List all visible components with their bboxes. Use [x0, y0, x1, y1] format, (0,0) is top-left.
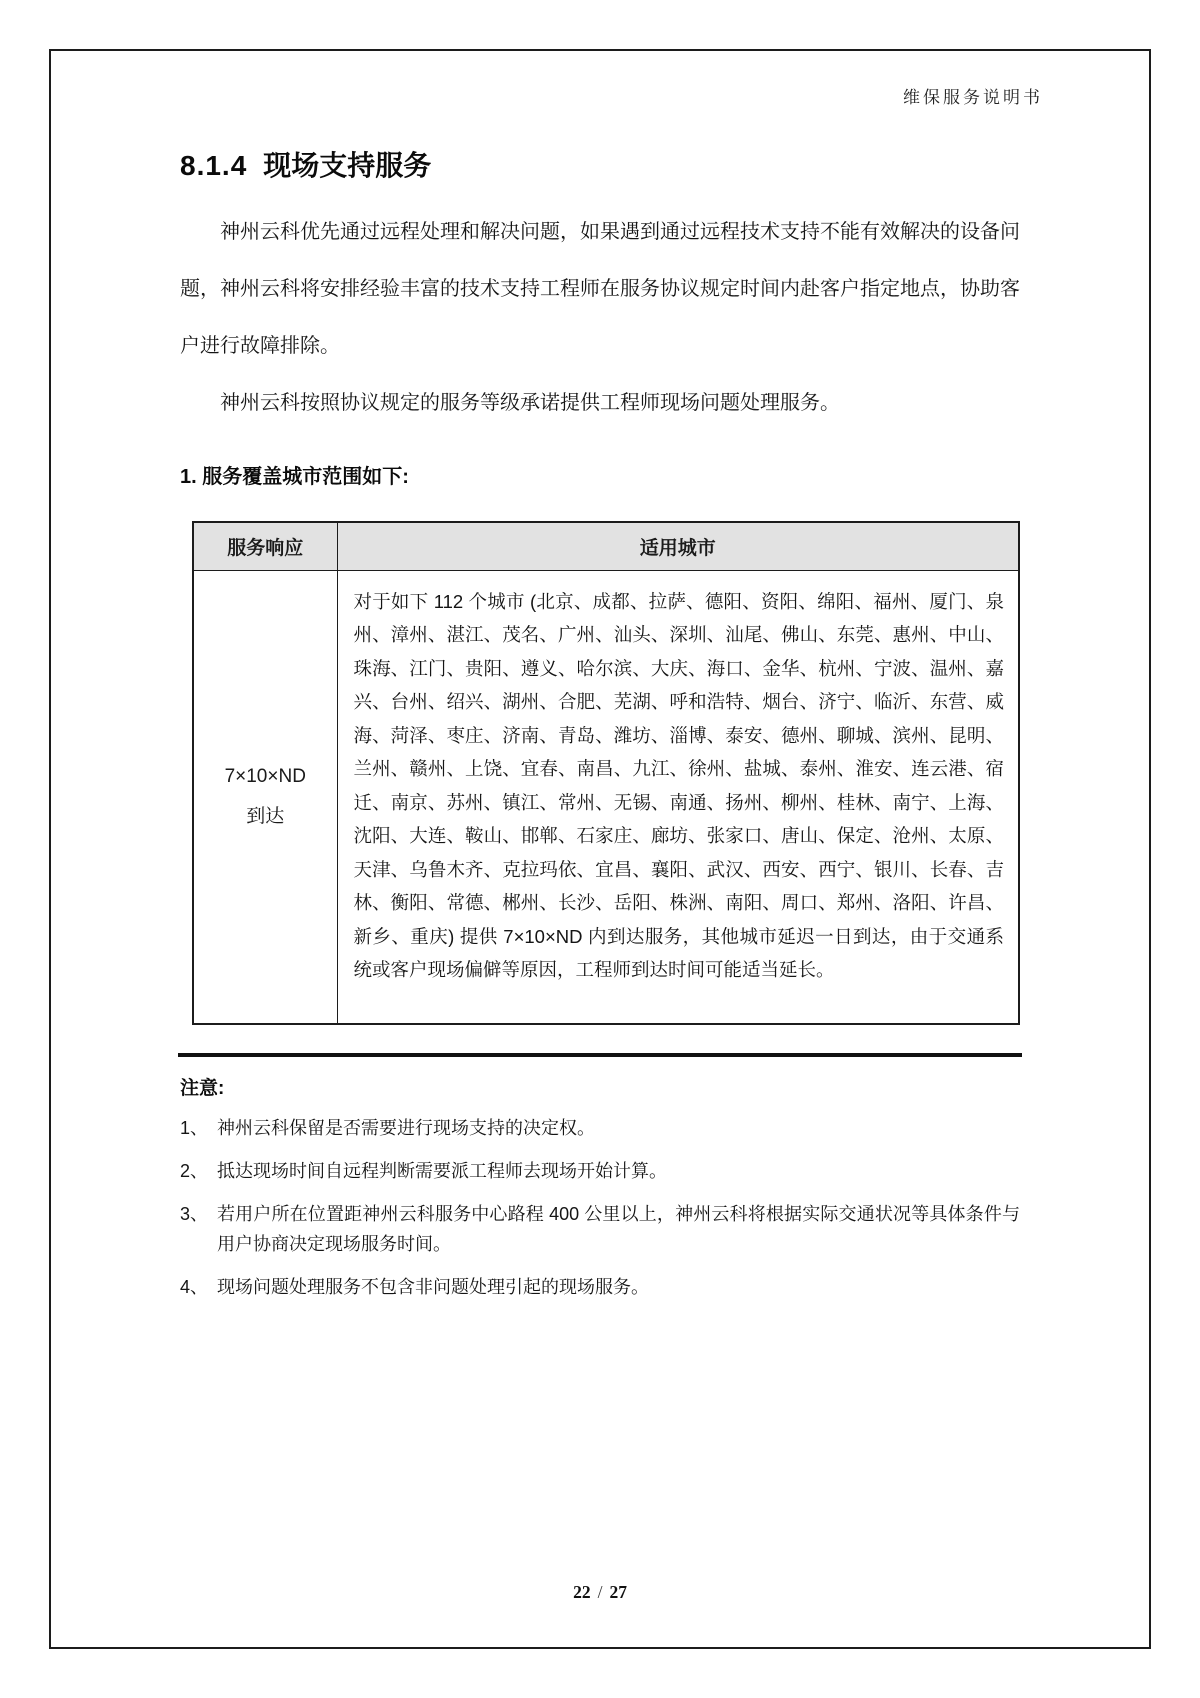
- note-number: 1、: [180, 1118, 209, 1138]
- note-text: 神州云科保留是否需要进行现场支持的决定权。: [217, 1118, 595, 1138]
- note-item: [180, 1272, 1020, 1302]
- table-header-applicable-cities: 适用城市: [337, 522, 1019, 570]
- service-response-cell: [193, 570, 337, 1024]
- section-number: 8.1.4: [180, 150, 248, 181]
- total-pages: 27: [609, 1582, 627, 1602]
- coverage-list-heading: 1. 服务覆盖城市范围如下:: [180, 466, 409, 488]
- notes-label: 注意:: [180, 1078, 225, 1099]
- applicable-cities-cell: 对于如下 112 个城市 (北京、成都、拉萨、德阳、资阳、绵阳、福州、厦门、泉州、漳州、湛江、茂名、广州、汕头、深圳、汕尾、佛山、东莞、惠州、中山、珠海、江门、贵阳、遵义、哈尔滨、大庆、海口、金华、杭州、宁波、温州、嘉兴、台州、绍兴、湖州、合肥、芜湖、呼和浩特、烟台、济宁、临沂、东营、威海、菏泽、枣庄、济南、青岛、潍坊、淄博、泰安、德州、聊城、滨州、昆明、兰州、赣州、上饶、宜春、南昌、九江、徐州、盐城、泰州、淮安、连云港、宿迁、南京、苏州、镇江、常州、无锡、南通、扬州、柳州、桂林、南宁、上海、沈阳、大连、鞍山、邯郸、石家庄、廊坊、张家口、唐山、保定、沧州、太原、天津、乌鲁木齐、克拉玛依、宜昌、襄阳、武汉、西安、西宁、银川、长春、吉林、衡阳、常德、郴州、长沙、岳阳、株洲、南阳、周口、郑州、洛阳、许昌、新乡、重庆) 提供 7×10×ND 内到达服务，其他城市延迟一日到达，由于交通系统或客户现场偏僻等原因，工程师到达时间可能适当延长。: [337, 570, 1019, 1024]
- doc-header: [51, 83, 1149, 108]
- service-coverage-table: [192, 521, 1020, 1025]
- paragraph-remote-support: 神州云科优先通过远程处理和解决问题，如果遇到通过远程技术支持不能有效解决的设备问题，神州云科将安排经验丰富的技术支持工程师在服务协议规定时间内赴客户指定地点，协助客户进行故障排除。: [180, 221, 1020, 357]
- note-item: [180, 1156, 1020, 1186]
- note-item: [180, 1199, 1020, 1259]
- note-text: 现场问题处理服务不包含非问题处理引起的现场服务。: [217, 1277, 649, 1297]
- page-number-separator: /: [597, 1582, 603, 1602]
- note-number: 2、: [180, 1161, 209, 1181]
- table-header-row: [193, 522, 1019, 570]
- note-text: 若用户所在位置距神州云科服务中心路程 400 公里以上，神州云科将根据实际交通状况等具体条件与用户协商决定现场服务时间。: [217, 1204, 1020, 1254]
- page-number: 22: [573, 1582, 591, 1602]
- note-number: 3、: [180, 1204, 209, 1224]
- note-text: 抵达现场时间自远程判断需要派工程师去现场开始计算。: [217, 1161, 667, 1181]
- page-border-frame: [49, 49, 1151, 1649]
- page-content: [51, 144, 1020, 1302]
- divider-rule: [178, 1053, 1022, 1057]
- response-sla: 7×10×ND: [224, 765, 306, 787]
- response-arrival: 到达: [246, 805, 285, 827]
- table-row: [193, 570, 1019, 1024]
- note-number: 4、: [180, 1277, 209, 1297]
- note-item: [180, 1113, 1020, 1143]
- page-footer: [51, 1582, 1149, 1603]
- section-title: 现场支持服务: [263, 150, 432, 181]
- paragraph-service-level: 神州云科按照协议规定的服务等级承诺提供工程师现场问题处理服务。: [220, 392, 840, 414]
- section-heading: [180, 144, 1020, 184]
- doc-title: 维保服务说明书: [903, 88, 1043, 107]
- table-header-service-response: 服务响应: [193, 522, 337, 570]
